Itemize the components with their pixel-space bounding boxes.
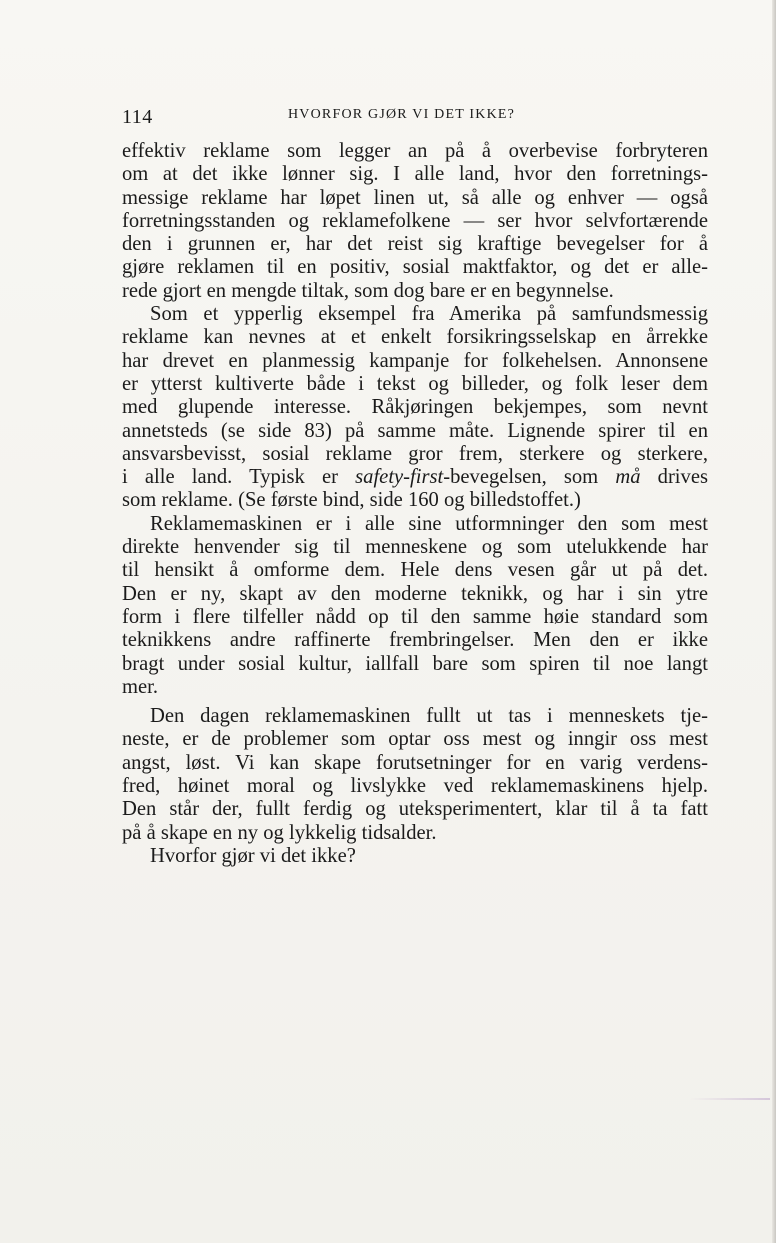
text-line: messige reklame har løpet linen ut, så alle og enhver — også — [122, 186, 708, 209]
text-line: Den dagen reklamemaskinen fullt ut tas i menneskets tje- — [150, 705, 708, 728]
text-line: Den står der, fullt ferdig og uteksperimentert, klar til å ta fatt — [122, 798, 708, 821]
text-line: den i grunnen er, har det reist sig kraftige bevegelser for å — [122, 233, 708, 256]
page-header — [122, 104, 708, 128]
closing-question: Hvorfor gjør vi det ikke? — [150, 844, 356, 867]
text-line: annetsteds (se side 83) på samme måte. Lignende spirer til en — [122, 419, 708, 442]
italic-term: må — [615, 466, 641, 489]
text-line: bragt under sosial kultur, iallfall bare som spiren til noe langt — [122, 652, 708, 675]
paragraph-4 — [122, 705, 708, 845]
text-run: i alle land. Typisk er — [122, 466, 338, 489]
paragraph-1 — [122, 140, 708, 303]
text-line: effektiv reklame som legger an på å overbevise forbryteren — [122, 140, 708, 162]
text-line: på å skape en ny og lykkelig tidsalder. — [122, 821, 437, 844]
paper-mark — [690, 1098, 770, 1100]
text-line: til hensikt å omforme dem. Hele dens vesen går ut på det. — [122, 559, 708, 582]
text-run: drives — [657, 466, 708, 489]
paragraph-5 — [122, 845, 708, 868]
text-line: forretningsstanden og reklamefolkene — ser hvor selvfortærende — [122, 209, 708, 232]
text-line: mer. — [122, 675, 159, 698]
body-text — [122, 140, 708, 868]
text-line: Den er ny, skapt av den moderne teknikk, og har i sin ytre — [122, 582, 708, 605]
text-line: neste, er de problemer som optar oss mest og inngir oss mest — [122, 728, 708, 751]
text-line: som reklame. (Se første bind, side 160 og billedstoffet.) — [122, 489, 581, 512]
text-line: rede gjort en mengde tiltak, som dog bare er en begynnelse. — [122, 279, 614, 302]
text-line: Reklamemaskinen er i alle sine utformninger den som mest — [150, 512, 708, 535]
text-line: med glupende interesse. Råkjøringen bekjempes, som nevnt — [122, 396, 708, 419]
text-line: angst, løst. Vi kan skape forutsetninger for en varig verdens- — [122, 751, 708, 774]
italic-term: safety-first — [355, 466, 444, 489]
page-number: 114 — [122, 106, 153, 128]
text-line: om at det ikke lønner sig. I alle land, hvor den forretnings- — [122, 163, 708, 186]
text-line: reklame kan nevnes at et enkelt forsikringsselskap en årrekke — [122, 326, 708, 349]
text-line: Som et ypperlig eksempel fra Amerika på samfundsmessig — [150, 303, 708, 326]
text-line: gjøre reklamen til en positiv, sosial maktfaktor, og det er alle- — [122, 256, 708, 279]
text-line: ansvarsbevisst, sosial reklame gror frem, sterkere og sterkere, — [122, 442, 708, 465]
text-line-mixed — [122, 466, 708, 489]
text-line: har drevet en planmessig kampanje for folkehelsen. Annonsene — [122, 349, 708, 372]
text-line: fred, høinet moral og livslykke ved reklamemaskinens hjelp. — [122, 775, 708, 798]
text-run: -bevegelsen, som — [443, 466, 599, 489]
running-head: HVORFOR GJØR VI DET IKKE? — [288, 107, 516, 122]
text-line: er ytterst kultiverte både i tekst og billeder, og folk leser dem — [122, 372, 708, 395]
page-edge — [772, 0, 776, 1243]
text-line: form i flere tilfeller nådd op til den samme høie standard som — [122, 605, 708, 628]
text-line: direkte henvender sig til menneskene og som utelukkende har — [122, 536, 708, 559]
text-line: teknikkens andre raffinerte frembringelser. Men den er ikke — [122, 629, 708, 652]
paragraph-3 — [122, 513, 708, 699]
paragraph-2 — [122, 303, 708, 513]
